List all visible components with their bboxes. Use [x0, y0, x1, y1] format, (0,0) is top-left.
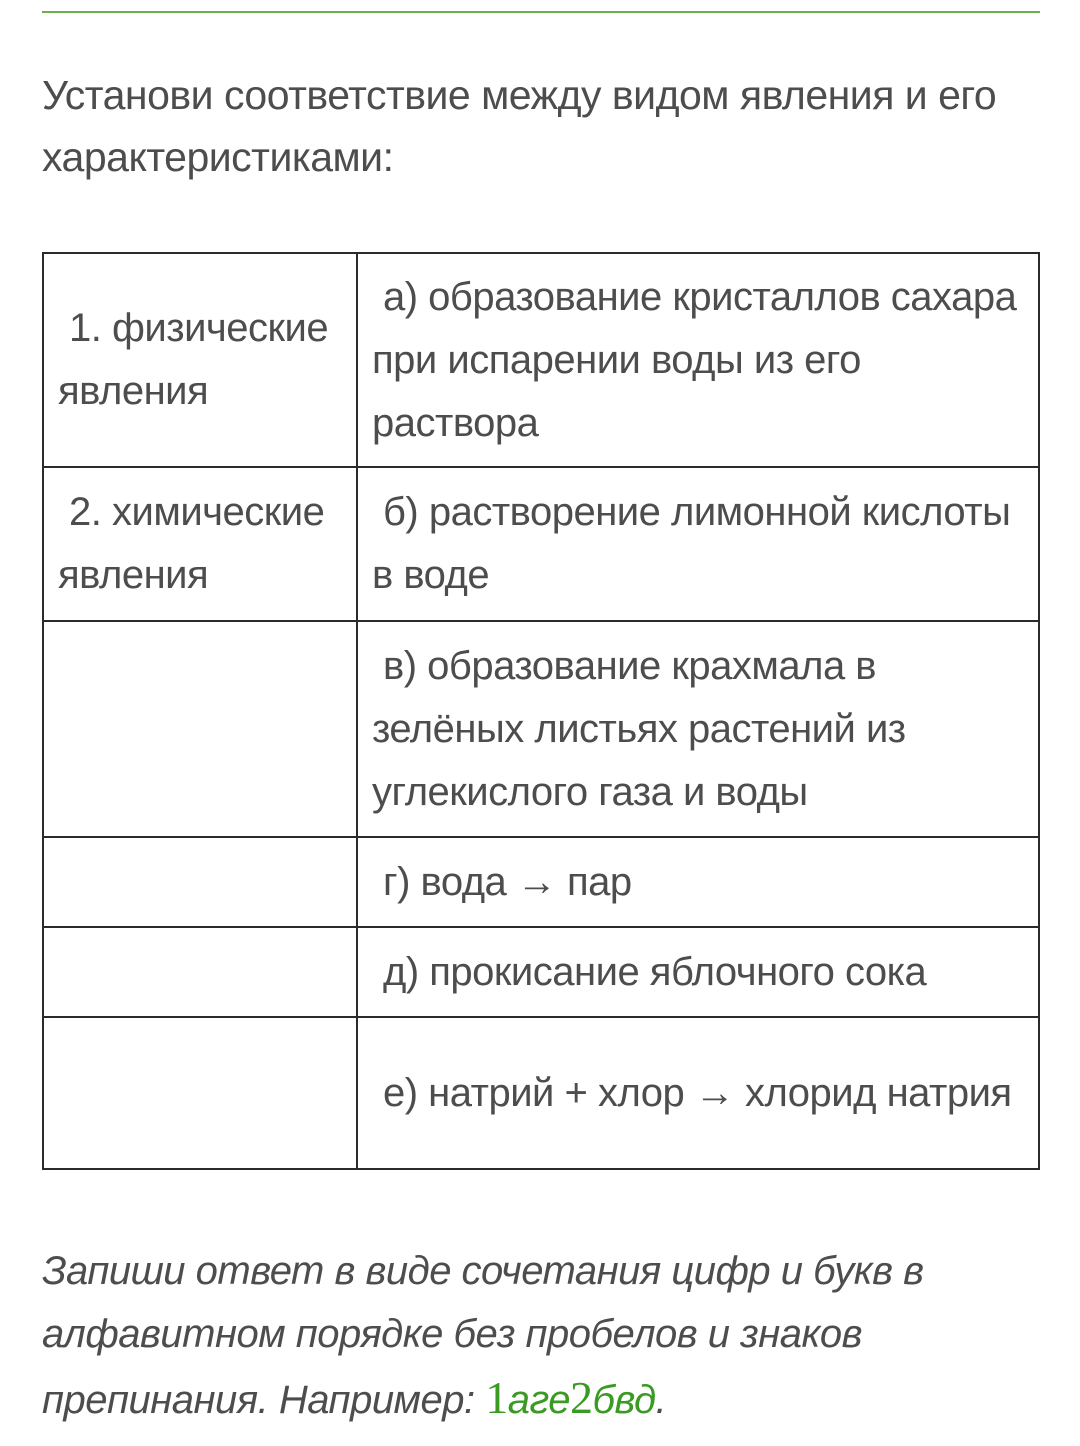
- phenomenon-type-cell: [43, 621, 357, 837]
- phenomenon-type-label: 1. физические явления: [58, 306, 329, 413]
- phenomenon-type-cell: [43, 253, 357, 467]
- characteristic-label: б) растворение лимонной кислоты в воде: [372, 490, 1011, 597]
- question-text: Установи соответствие между видом явления и его характеристиками:: [42, 72, 997, 180]
- characteristic-label: в) образование крахмала в зелёных листьях растений из углекислого газа и воды: [372, 643, 906, 814]
- characteristic-label: е) натрий + хлор → хлорид натрия: [383, 1070, 1012, 1115]
- phenomenon-type-cell: [43, 1017, 357, 1169]
- phenomenon-type-label: 2. химические явления: [58, 490, 325, 597]
- characteristic-cell: [357, 621, 1039, 837]
- instruction-text: Запиши ответ в виде сочетания цифр и букв в алфавитном порядке без пробелов и знаков препинания. Например:: [42, 1249, 924, 1422]
- characteristic-label: г) вода → пар: [383, 859, 632, 904]
- phenomenon-type-cell: [43, 467, 357, 621]
- characteristic-cell: [357, 253, 1039, 467]
- answer-example: [485, 1372, 656, 1423]
- example-letters: бвд: [592, 1378, 656, 1422]
- top-divider: [42, 11, 1040, 13]
- matching-table: [42, 252, 1040, 1170]
- phenomenon-type-cell: [43, 927, 357, 1017]
- example-letters: аге: [507, 1378, 570, 1422]
- example-digit: 2: [570, 1372, 593, 1423]
- characteristic-cell: [357, 1017, 1039, 1169]
- table-row: [43, 837, 1039, 927]
- table-row: [43, 621, 1039, 837]
- characteristic-cell: [357, 927, 1039, 1017]
- characteristic-cell: [357, 837, 1039, 927]
- characteristic-label: д) прокисание яблочного сока: [383, 949, 927, 994]
- example-digit: 1: [485, 1372, 508, 1423]
- end-punctuation: .: [655, 1378, 667, 1422]
- table-row: [43, 1017, 1039, 1169]
- characteristic-cell: [357, 467, 1039, 621]
- phenomenon-type-cell: [43, 837, 357, 927]
- characteristic-label: а) образование кристаллов сахара при испарении воды из его раствора: [372, 274, 1017, 445]
- table-row: [43, 253, 1039, 467]
- answer-instruction: [42, 1240, 1032, 1432]
- table-row: [43, 467, 1039, 621]
- table-row: [43, 927, 1039, 1017]
